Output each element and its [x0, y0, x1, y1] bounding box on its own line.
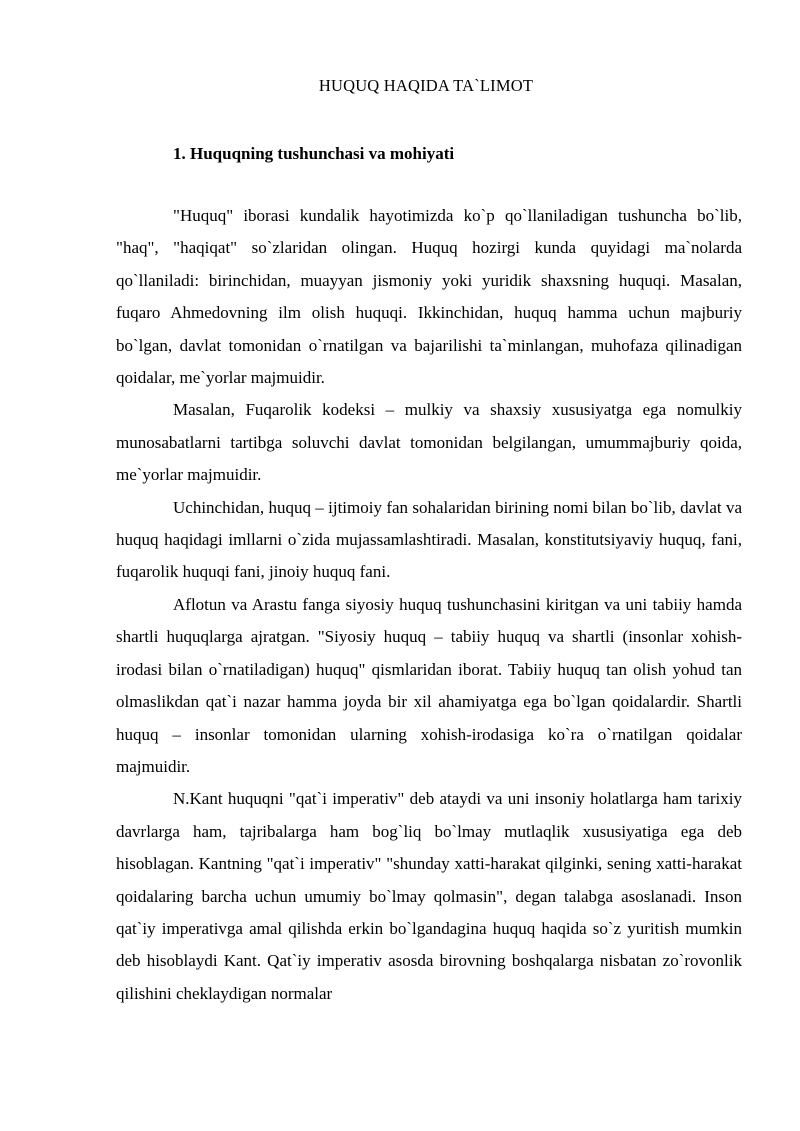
paragraph: Masalan, Fuqarolik kodeksi – mulkiy va shaxsiy xususiyatga ega nomulkiy munosabatlarni tartibga soluvchi davlat tomonidan belgilangan, umummajburiy qoida, me`yorlar majmuidir. — [116, 400, 742, 485]
section-heading: 1. Huquqning tushunchasi va mohiyati — [173, 144, 455, 163]
paragraph: "Huquq" iborasi kundalik hayotimizda ko`p qo`llaniladigan tushuncha bo`lib, "haq", "haqiqat" so`zlaridan olingan. Huquq hozirgi kunda quyidagi ma`nolarda qo`llaniladi: birinchidan, muayyan jismoniy yoki yuridik shaxsning huquqi. Masalan, fuqaro Ahmedovning ilm olish huquqi. Ikkinchidan, huquq hamma uchun majburiy bo`lgan, davlat tomonidan o`rnatilgan va bajarilishi ta`minlangan, muhofaza qilinadigan qoidalar, me`yorlar majmuidir. — [116, 206, 742, 388]
paragraph: Aflotun va Arastu fanga siyosiy huquq tushunchasini kiritgan va uni tabiiy hamda shartli huquqlarga ajratgan. "Siyosiy huquq – tabiiy huquq va shartli (insonlar xohish-irodasi bilan o`rnatiladigan) huquq" qismlaridan iborat. Tabiiy huquq tan olish yohud tan olmaslikdan qat`i nazar hamma joyda bir xil ahamiyatga ega bo`lgan qoidalardir. Shartli huquq – insonlar tomonidan ularning xohish-irodasiga ko`ra o`rnatilgan qoidalar majmuidir. — [116, 594, 742, 776]
paragraph: N.Kant huquqni "qat`i imperativ" deb ataydi va uni insoniy holatlarga ham tarixiy davrlarga ham, tajribalarga ham bog`liq bo`lmay mutlaqlik xususiyatiga ega deb hisoblagan. Kantning "qat`i imperativ" "shunday xatti-harakat qilginki, sening xatti-harakat qoidalaring barcha uchun umumiy bo`lmay qolmasin", degan talabga asoslanadi. Inson qat`iy imperativga amal qilishda erkin bo`lgandagina huquq haqida so`z yuritish mumkin deb hisoblaydi Kant. Qat`iy imperativ asosda birovning boshqalarga nisbatan zo`rovonlik qilishini cheklaydigan normalar — [116, 789, 742, 1003]
document-title: HUQUQ HAQIDA TA`LIMOT — [318, 76, 534, 95]
document-body — [116, 200, 742, 1010]
paragraph: Uchinchidan, huquq – ijtimoiy fan sohalaridan birining nomi bilan bo`lib, davlat va huquq haqidagi imllarni o`zida mujassamlashtiradi. Masalan, konstitutsiyaviy huquq, fani, fuqarolik huquqi fani, jinoiy huquq fani. — [116, 497, 742, 582]
